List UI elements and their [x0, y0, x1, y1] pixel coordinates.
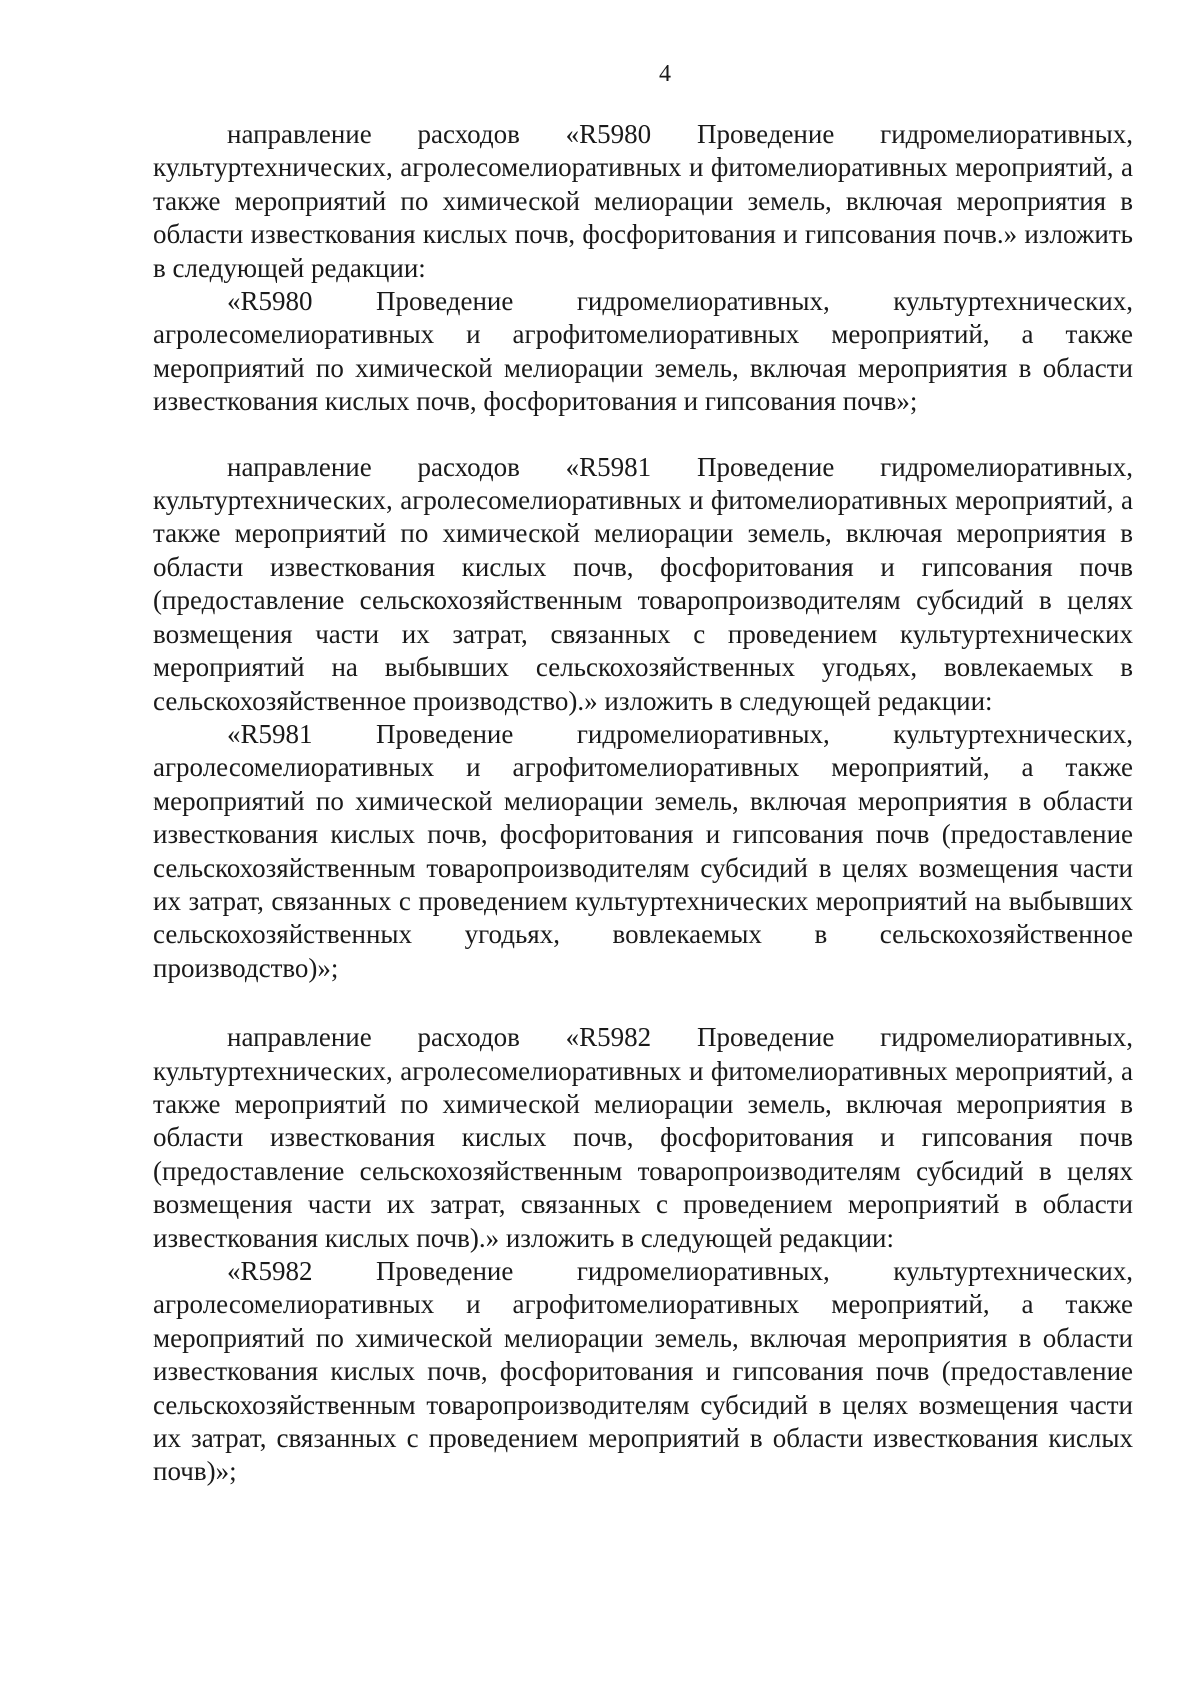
amendment-intro-r5980: направление расходов «R5980 Проведение гидромелиоративных, культуртехнических, агролесомелиоративных и фитомелиоративных мероприятий, а также мероприятий по химической мелиорации земель, включая мероприятия в области известкования кислых почв, фосфоритования и гипсования почв.» изложить в следующей редакции:	[153, 119, 1133, 283]
amendment-replacement-r5981: «R5981 Проведение гидромелиоративных, культуртехнических, агролесомелиоративных и агрофитомелиоративных мероприятий, а также мероприятий по химической мелиорации земель, включая мероприятия в области известкования кислых почв, фосфоритования и гипсования почв (предоставление сельскохозяйственным товаропроизводителям субсидий в целях возмещения части их затрат, связанных с проведением культуртехнических мероприятий на выбывших сельскохозяйственных угодьях, вовлекаемых в сельскохозяйственное производство)»;	[153, 718, 1133, 983]
amendment-replacement-r5982: «R5982 Проведение гидромелиоративных, культуртехнических, агролесомелиоративных и агрофитомелиоративных мероприятий, а также мероприятий по химической мелиорации земель, включая мероприятия в области известкования кислых почв, фосфоритования и гипсования почв (предоставление сельскохозяйственным товаропроизводителям субсидий в целях возмещения части их затрат, связанных с проведением мероприятий в области известкования кислых почв)»;	[153, 1256, 1133, 1487]
amendment-block-r5982	[153, 1021, 1133, 1489]
page-number: 4	[659, 61, 671, 87]
amendment-block-r5980	[153, 118, 1133, 419]
amendment-intro-r5982: направление расходов «R5982 Проведение гидромелиоративных, культуртехнических, агролесомелиоративных и фитомелиоративных мероприятий, а также мероприятий по химической мелиорации земель, включая мероприятия в области известкования кислых почв, фосфоритования и гипсования почв (предоставление сельскохозяйственным товаропроизводителям субсидий в целях возмещения части их затрат, связанных с проведением мероприятий в области известкования кислых почв).» изложить в следующей редакции:	[153, 1022, 1133, 1253]
section-spacer	[153, 419, 1133, 451]
amendment-replacement-r5980: «R5980 Проведение гидромелиоративных, культуртехнических, агролесомелиоративных и агрофитомелиоративных мероприятий, а также мероприятий по химической мелиорации земель, включая мероприятия в области известкования кислых почв, фосфоритования и гипсования почв»;	[153, 286, 1133, 417]
document-body	[153, 118, 1133, 1489]
amendment-block-r5981	[153, 451, 1133, 986]
section-spacer	[153, 985, 1133, 1021]
amendment-intro-r5981: направление расходов «R5981 Проведение гидромелиоративных, культуртехнических, агролесомелиоративных и фитомелиоративных мероприятий, а также мероприятий по химической мелиорации земель, включая мероприятия в области известкования кислых почв, фосфоритования и гипсования почв (предоставление сельскохозяйственным товаропроизводителям субсидий в целях возмещения части их затрат, связанных с проведением культуртехнических мероприятий на выбывших сельскохозяйственных угодьях, вовлекаемых в сельскохозяйственное производство).» изложить в следующей редакции:	[153, 451, 1133, 716]
